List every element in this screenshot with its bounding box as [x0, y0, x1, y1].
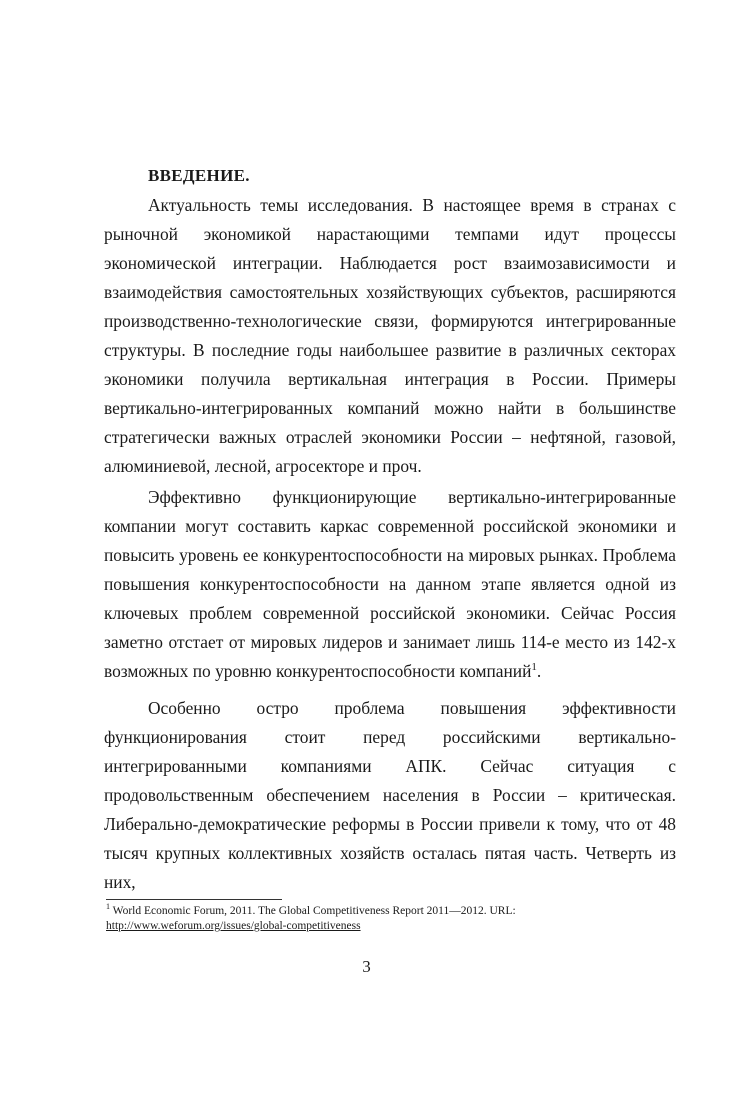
footnote-text: World Economic Forum, 2011. The Global Competitiveness Report 2011—2012. URL:: [110, 905, 516, 917]
footnote-marker: 1: [106, 902, 110, 912]
paragraph-competitiveness: [104, 483, 676, 686]
page-number: 3: [362, 957, 371, 976]
paragraph-text: Особенно остро проблема повышения эффективности функционирования стоит перед российскими вертикально-интегрированными компаниями АПК. Сейчас ситуация с продовольственным обеспечением населения в России – критическая. Либерально-демократические реформы в России привели к тому, что от 48 тысяч крупных коллективных хозяйств осталась пятая часть. Четверть из них,: [104, 698, 676, 892]
paragraph-agro-industry: [104, 694, 676, 897]
paragraph-relevance: [104, 191, 676, 481]
paragraph-text: Эффективно функционирующие вертикально-интегрированные компании могут составить каркас современной российской экономики и повысить уровень ее конкурентоспособности на мировых рынках. Проблема повышения конкурентоспособности на данном этапе является одной из ключевых проблем современной российской экономики. Сейчас Россия заметно отстает от мировых лидеров и занимает лишь 114-е место из 142-х возможных по уровню конкурентоспособности компаний: [104, 487, 676, 681]
footnote-link[interactable]: http://www.weforum.org/issues/global-competitiveness: [106, 920, 361, 932]
paragraph-tail: .: [536, 661, 542, 681]
paragraph-text: Актуальность темы исследования. В настоящее время в странах с рыночной экономикой нарастающими темпами идут процессы экономической интеграции. Наблюдается рост взаимозависимости и взаимодействия самостоятельных хозяйствующих субъектов, расширяются производственно-технологические связи, формируются интегрированные структуры. В последние годы наибольшее развитие в различных секторах экономики получила вертикальная интеграция в России. Примеры вертикально-интегрированных компаний можно найти в большинстве стратегически важных отраслей экономики России – нефтяной, газовой, алюминиевой, лесной, агросекторе и проч.: [104, 195, 676, 476]
footnote-separator: [106, 899, 282, 900]
footnote-reference[interactable]: 1: [531, 661, 537, 674]
footnote: [106, 904, 666, 934]
body-text: [104, 191, 676, 897]
section-heading: ВВЕДЕНИЕ.: [148, 166, 250, 185]
